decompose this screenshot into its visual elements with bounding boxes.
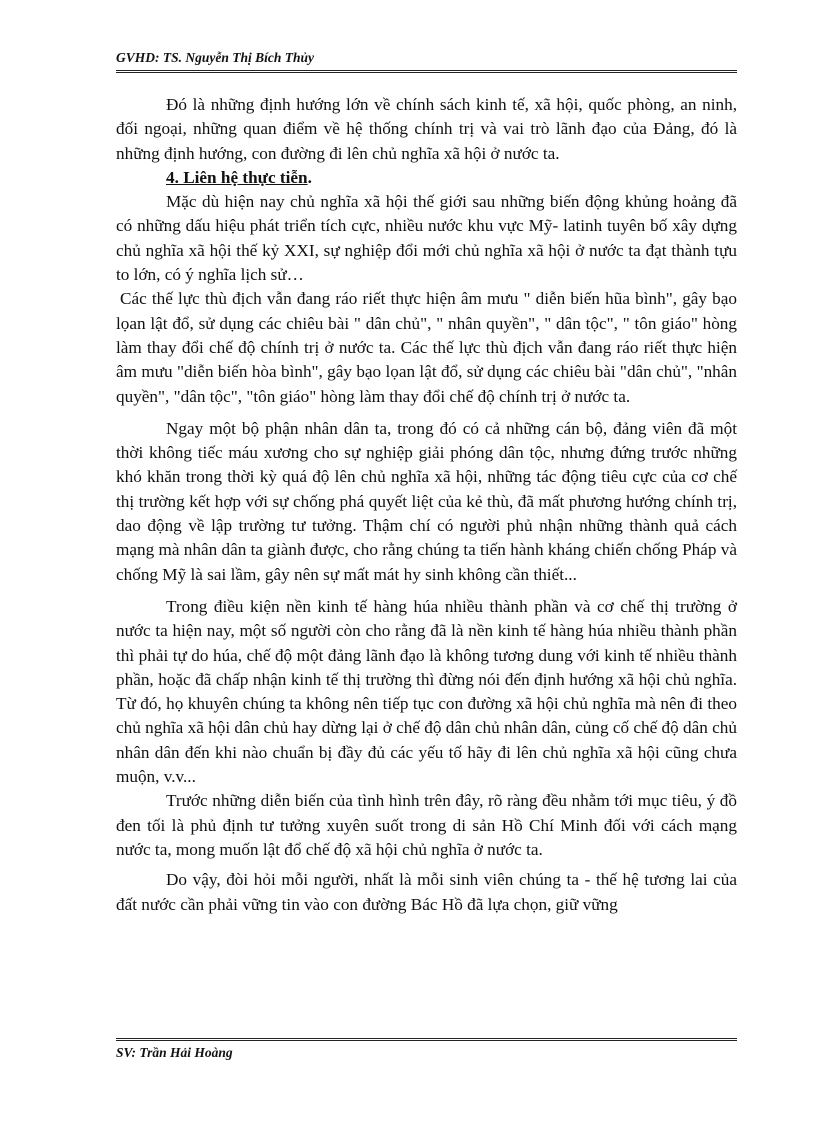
page-header	[116, 48, 737, 73]
footer-student: SV: Trần Hải Hoàng	[116, 1045, 233, 1060]
section-heading-text: 4. Liên hệ thực tiễn	[166, 167, 308, 187]
page-footer	[116, 1038, 737, 1060]
paragraph-7: Do vậy, đòi hỏi mỗi người, nhất là mỗi sinh viên chúng ta - thế hệ tương lai của đất nước cần phải vững tin vào con đường Bác Hồ đã lựa chọn, giữ vững	[116, 870, 737, 914]
document-body	[116, 93, 737, 917]
section-heading-period: .	[307, 167, 312, 187]
paragraph-5: Trong điều kiện nền kinh tế hàng húa nhiều thành phần và cơ chế thị trường ở nước ta hiện nay, một số người còn cho rằng đã là nền kinh tế hàng húa nhiều thành phần thì phải tự do húa, chế độ một đảng lãnh đạo là không tương dung với kinh tế nhiều thành phần, hoặc đã chấp nhận kinh tế thị trường thì đừng nói đến định hướng xã hội chủ nghĩa. Từ đó, họ khuyên chúng ta không nên tiếp tục con đường xã hội chủ nghĩa mà nên đi theo chủ nghĩa xã hội dân chủ hay dừng lại ở chế độ dân chủ nhân dân, củng cố chế độ dân chủ nhân dân đến khi nào chuẩn bị đầy đủ các yếu tố hãy đi lên chủ nghĩa xã hội cũng chưa muộn, v.v...	[116, 596, 737, 787]
paragraph-4: Ngay một bộ phận nhân dân ta, trong đó có cả những cán bộ, đảng viên đã một thời không tiếc máu xương cho sự nghiệp giải phóng dân tộc, nhưng đứng trước những khó khăn trong thời kỳ quá độ lên chủ nghĩa xã hội, những tác động tiêu cực của cơ chế thị trường kết hợp với sự chống phá quyết liệt của kẻ thù, đã mất phương hướng chính trị, dao động về lập trường tư tưởng. Thậm chí có người phủ nhận những thành quả cách mạng mà nhân dân ta giành được, cho rằng chúng ta tiến hành kháng chiến chống Pháp và chống Mỹ là sai lầm, gây nên sự mất mát hy sinh không cần thiết...	[116, 418, 737, 584]
paragraph-2: Mặc dù hiện nay chủ nghĩa xã hội thế giới sau những biến động khủng hoảng đã có những dấu hiệu phát triển tích cực, nhiều nước khu vực Mỹ- latinh tuyên bố xây dựng chủ nghĩa xã hội thế kỷ XXI, sự nghiệp đổi mới chủ nghĩa xã hội ở nước ta đạt thành tựu to lớn, có ý nghĩa lịch sử…	[116, 192, 737, 285]
paragraph-3: Các thế lực thù địch vẫn đang ráo riết thực hiện âm mưu " diễn biến hũa bình", gây bạo lọan lật đổ, sử dụng các chiêu bài " dân chủ", " nhân quyền", " dân tộc", " tôn giáo" hòng làm thay đổi chế độ chính trị ở nước ta. Các thế lực thù địch vẫn đang ráo riết thực hiện âm mưu "diễn biến hòa bình", gây bạo lọan lật đổ, sử dụng các chiêu bài "dân chủ", "nhân quyền", "dân tộc", "tôn giáo" hòng làm thay đổi chế độ chính trị ở nước ta.	[116, 289, 737, 406]
paragraph-6: Trước những diễn biến của tình hình trên đây, rõ ràng đều nhằm tới mục tiêu, ý đồ đen tối là phủ định tư tưởng xuyên suốt trong di sản Hồ Chí Minh đối với cách mạng nước ta, mong muốn lật đổ chế độ xã hội chủ nghĩa ở nước ta.	[116, 791, 737, 859]
paragraph-1: Đó là những định hướng lớn về chính sách kinh tế, xã hội, quốc phòng, an ninh, đối ngoại, những quan điểm về hệ thống chính trị và vai trò lãnh đạo của Đảng, đó là những định hướng, con đường đi lên chủ nghĩa xã hội ở nước ta.	[116, 95, 737, 163]
section-heading	[116, 166, 737, 190]
header-supervisor: GVHD: TS. Nguyễn Thị Bích Thủy	[116, 50, 315, 65]
